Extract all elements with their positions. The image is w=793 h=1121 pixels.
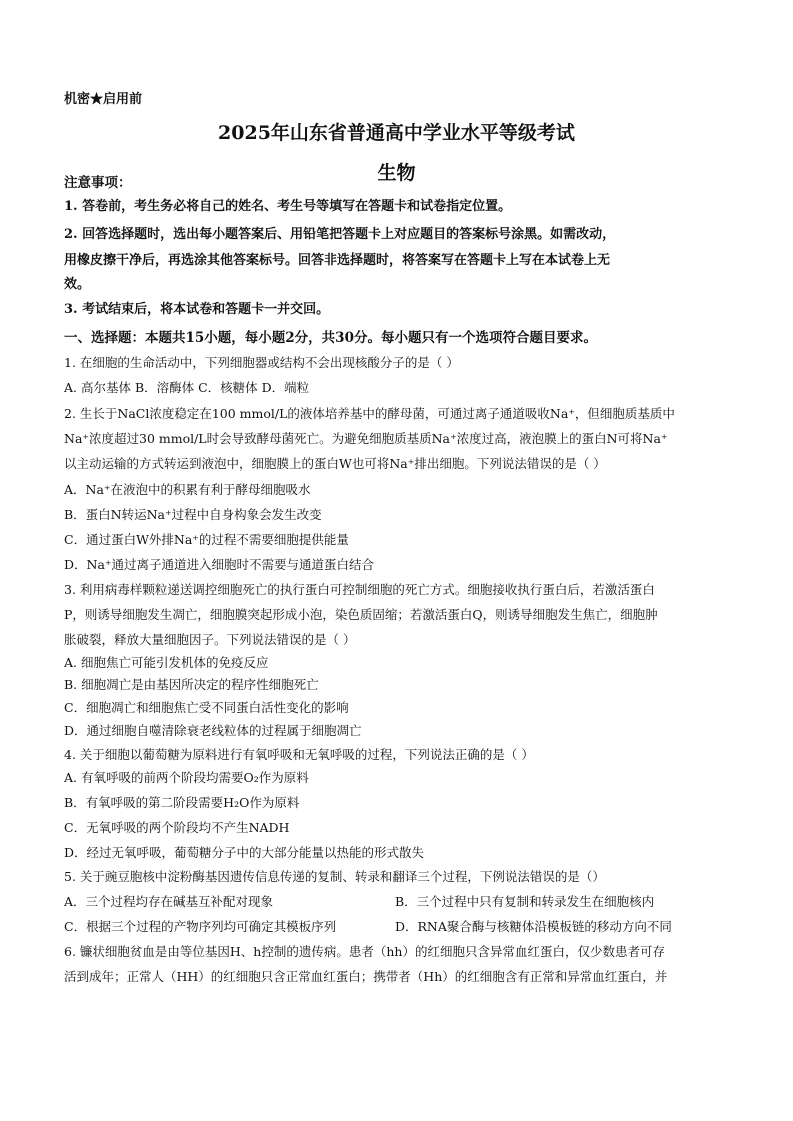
question-2-line-3: 以主动运输的方式转运到液泡中，细胞膜上的蛋白W也可将Na⁺排出细胞。下列说法错误的是（ ） [64, 456, 606, 471]
question-3-line-2: P，则诱导细胞发生凋亡，细胞膜突起形成小泡，染色质固缩；若激活蛋白Q，则诱导细胞发生焦亡，细胞肿 [64, 607, 658, 622]
question-5-option-b: B．三个过程中只有复制和转录发生在细胞核内 [395, 894, 655, 909]
question-3-option-a: A. 细胞焦亡可能引发机体的免疫反应 [64, 655, 269, 670]
question-3-line-3: 胀破裂，释放大量细胞因子。下列说法错误的是（ ） [64, 632, 356, 647]
question-2-option-d: D．Na⁺通过离子通道进入细胞时不需要与通道蛋白结合 [64, 557, 375, 572]
note-2-line-1: 2. 回答选择题时，选出每小题答案后、用铅笔把答题卡上对应题目的答案标号涂黑。如需改动， [64, 227, 616, 242]
question-4-option-b: B．有氧呼吸的第二阶段需要H₂O作为原料 [64, 795, 300, 810]
question-2-line-2: Na⁺浓度超过30 mmol/L时会导致酵母菌死亡。为避免细胞质基质Na⁺浓度过高，液泡膜上的蛋白N可将Na⁺ [64, 431, 668, 446]
notes-heading: 注意事项： [64, 175, 132, 191]
question-2-line-1: 2. 生长于NaCl浓度稳定在100 mmol/L的液体培养基中的酵母菌，可通过离子通道吸收Na⁺，但细胞质基质中 [64, 406, 675, 421]
note-3: 3. 考试结束后，将本试卷和答题卡一并交回。 [64, 302, 330, 317]
question-5-option-d: D．RNA聚合酶与核糖体沿模板链的移动方向不同 [395, 919, 672, 934]
question-4-stem: 4. 关于细胞以葡萄糖为原料进行有氧呼吸和无氧呼吸的过程，下列说法正确的是（ ） [64, 747, 534, 762]
question-4-option-a: A. 有氧呼吸的前两个阶段均需要O₂作为原料 [64, 770, 309, 785]
question-6-line-1: 6. 镰状细胞贫血是由等位基因H、h控制的遗传病。患者（hh）的红细胞只含异常血红蛋白，仅少数患者可存 [64, 944, 665, 959]
exam-title: 2025年山东省普通高中学业水平等级考试 [218, 122, 575, 144]
question-1-stem: 1. 在细胞的生命活动中，下列细胞器或结构不会出现核酸分子的是（ ） [64, 355, 459, 370]
question-3-option-b: B. 细胞凋亡是由基因所决定的程序性细胞死亡 [64, 677, 319, 692]
question-1-options: A. 高尔基体 B．溶酶体 C．核糖体 D．端粒 [64, 380, 310, 395]
question-5-option-c: C．根据三个过程的产物序列均可确定其模板序列 [64, 919, 337, 934]
note-2-line-2: 用橡皮擦干净后，再选涂其他答案标号。回答非选择题时，将答案写在答题卡上写在本试卷上无 [64, 253, 611, 268]
note-1: 1. 答卷前，考生务必将自己的姓名、考生号等填写在答题卡和试卷指定位置。 [64, 199, 512, 214]
subject-title: 生物 [377, 162, 416, 184]
question-3-option-c: C．细胞凋亡和细胞焦亡受不同蛋白活性变化的影响 [64, 700, 349, 715]
question-2-option-b: B．蛋白N转运Na⁺过程中自身构象会发生改变 [64, 507, 322, 522]
question-4-option-d: D．经过无氧呼吸，葡萄糖分子中的大部分能量以热能的形式散失 [64, 845, 425, 860]
question-2-option-c: C．通过蛋白W外排Na⁺的过程不需要细胞提供能量 [64, 532, 349, 547]
question-6-line-2: 活到成年；正常人（HH）的红细胞只含正常血红蛋白；携带者（Hh）的红细胞含有正常和异常血红蛋白，并 [64, 969, 668, 984]
question-4-option-c: C．无氧呼吸的两个阶段均不产生NADH [64, 820, 290, 835]
question-5-stem: 5. 关于豌豆胞核中淀粉酶基因遗传信息传递的复制、转录和翻译三个过程，下例说法错误的是（） [64, 869, 605, 884]
question-3-option-d: D．通过细胞自噬清除衰老线粒体的过程属于细胞凋亡 [64, 723, 362, 738]
confidential-label: 机密★启用前 [64, 92, 143, 107]
question-5-option-a: A．三个过程均存在碱基互补配对现象 [64, 894, 274, 909]
note-2-line-3: 效。 [64, 277, 91, 292]
question-3-line-1: 3. 利用病毒样颗粒递送调控细胞死亡的执行蛋白可控制细胞的死亡方式。细胞接收执行蛋白后，若激活蛋白 [64, 582, 655, 597]
section-1-heading: 一、选择题：本题共15小题，每小题2分，共30分。每小题只有一个选项符合题目要求。 [64, 330, 597, 346]
question-2-option-a: A．Na⁺在液泡中的积累有利于酵母细胞吸水 [64, 482, 311, 497]
